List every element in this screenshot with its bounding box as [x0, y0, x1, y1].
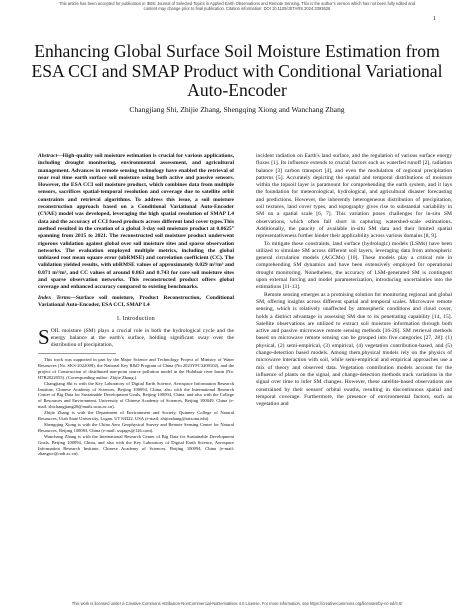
journal-header	[0, 1, 474, 11]
abstract-label: Abstract	[38, 153, 58, 159]
author-list: Changjiang Shi, Zhijie Zhang, Shengqing Xiong and Wanchang Zhang	[129, 105, 345, 114]
index-terms: Index Terms—Surface soil moisture, Product Reconstruction, Conditional Variational Auto-Encoder, ESA CCI, SMAP L4	[38, 294, 234, 308]
footnote-author-zhang-wanchang: Wanchang Zhang is with the International Research Center of Big Data for Sustainable Development Goals, Beijing 100094, China, and also with the Key Laboratory of Digital Earth Science, Aerospace Information Research Institute, Chinese Academy of Sciences, Beijing 100094, China (e-mail: zhangwc@radi.ac.cn).	[38, 434, 234, 457]
abstract: Abstract—High-quality soil moisture estimation is crucial for various applications, including drought monitoring, environmental assessment, and agricultural management. Advances in remote sensing technology have enabled the retrieval of near real time earth surface soil moisture using both active and passive sensors. However, the ESA CCI soil moisture product, which combines data from multiple sensors, sacrifices spatial-temporal resolution and coverage due to satellite orbit constraints and retrieval algorithms. To address this issue, a soil moisture reconstruction approach based on a Conditional Variational Auto-Encoder (CVAE) model was developed, leveraging the high spatial resolution of SMAP L4 data and the accuracy of CCI fused products across different land cover types.This method resulted in the creation of a global 3-day soil moisture product at 0.0625° spanning from 2015 to 2021. The reconstructed soil moisture product underwent rigorous validation against global over soil moisture sites and sparse observation networks. The evaluation employed multiple metrics, including the global unbiased root mean square error (ubRMSE) and correlation coefficient (CC). The validation yielded results, with ubRMSE values of approximately 0.029 m³/m³ and 0.071 m³/m³, and CC values of around 0.863 and 0.743 for core soil moisture sites and sparse observation networks. This reconstructed product offers global coverage and enhanced accuracy compared to existing benchmarks.	[38, 153, 234, 291]
intro-first-word: OIL	[50, 327, 60, 334]
footnote-author-shi: Changjiang Shi is with the Key Laboratory of Digital Earth Science, Aerospace Information Research Institute, Chinese Academy of Sciences, Beijing 100094, China, also with the International Research Center of Big Data for Sustainable Development Goals, Beijing 100094, China, and also with the College of Resources and Environment, University of Chinese Academy of Sciences, Beijing 100049, China (e-mail: shichangjiang20@mails.ucas.ac.cn).	[38, 380, 234, 409]
intro-text: moisture (SM) plays a crucial role in both the hydrological cycle and the energy balance at the earth's surface, holding significant sway over the distribution of precipitation,	[50, 327, 234, 349]
footnotes	[38, 357, 234, 457]
page-number: 1	[433, 16, 436, 22]
paper-title: Enhancing Global Surface Soil Moisture Estimation from ESA CCI and SMAP Product with Conditional Variational Auto-Encoder	[31, 41, 443, 101]
header-line-2: content may change prior to final publication. Citation information: DOI 10.1109/JSTARS.2024.3393626	[143, 6, 331, 12]
body-paragraph-3: Remote sensing emerges as a promising solution for monitoring regional and global SM, offering insights across different spatial and temporal scales. Microwave remote sensing, which is relatively unaffected by atmospheric conditions and cloud cover, holds a distinct advantage in assessing SM due to its penetrating capability [14, 15]. Satellite observations are utilized to extract soil moisture information through both active and passive microwave remote sensing methods [16-26]. SM retrieval methods based on microwave remote sensing can be grouped into five categories [27, 28]: (1) physical, (2) semi-empirical, (3) empirical, (4) vegetation contribution-based, and (5) change-detection based models. Among them,physical models rely on the physics of microwave interaction with soil, while semi-empirical and empirical approaches use a mix of theory and observed data. Vegetation contribution models account for the influence of plants on the signal, and change-detection methods track variations in the signal over time to infer SM changes. However, these satellite-based observations are constrained by their sensors' orbital swaths, resulting in discontinuous spatial and temporal coverage. Furthermore, the presence of environmental factors, such as vegetation and	[256, 291, 452, 408]
footnote-author-zhang-zhijie: Zhijie Zhang is with the Department of Environment and Society, Quinney College of Natural Resources, Utah State University, Logan, UT 84322, USA (e-mail: zhijiezhang@arizona.edu).	[38, 410, 234, 421]
body-paragraph-1: incident radiation on Earth's land surface, and the regulation of various surface energy fluxes [1]. Its influence extends to crucial factors such as waterfed runoff [2], radiation balance [3] carbon transport [4], and even the modulation of regional precipitation patterns [5]. Accurately depicting the spatial and temporal distributions of moisture within the topsoil layer is paramount for comprehending the earth system, and it lays the foundation for meteorological, hydrological, and agricultural disaster forecasting and predictions. However, the inherently heterogeneous distribution of precipitation, soil textures, land cover types, and topography gives rise to substantial variability in SM on a spatial scale [6, 7]. This variation poses challenges for in-situ SM observations, which often fall short in capturing watershed-scale estimations. Additionally, the paucity of available in-situ SM data and their limited spatial representativeness further hinder their applicability across various domains [8, 9].	[256, 153, 452, 240]
license-footer: This work is licensed under a Creative Commons Attribution-NonCommercial-NoDerivatives 4.0 License. For more information, see https://creativecommons.org/licenses/by-nc-nd/4.0/	[71, 601, 403, 606]
abstract-text: High-quality soil moisture estimation is crucial for various applications, including drought monitoring, environmental assessment, and agricultural management. Advances in remote sensing technology have enabled the retrieval of near real time earth surface soil moisture using both active and passive sensors. However, the ESA CCI soil moisture product, which combines data from multiple sensors, sacrifices spatial-temporal resolution and coverage due to satellite orbit constraints and retrieval algorithms. To address this issue, a soil moisture reconstruction approach based on a Conditional Variational Auto-Encoder (CVAE) model was developed, leveraging the high spatial resolution of SMAP L4 data and the accuracy of CCI fused products across different land cover types.This method resulted in the creation of a global 3-day soil moisture product at 0.0625° spanning from 2015 to 2021. The reconstructed soil moisture product underwent rigorous validation against global over soil moisture sites and sparse observation networks. The evaluation employed multiple metrics, including the global unbiased root mean square error (ubRMSE) and correlation coefficient (CC). The validation yielded results, with ubRMSE values of approximately 0.029 m³/m³ and 0.071 m³/m³, and CC values of around 0.863 and 0.743 for core soil moisture sites and sparse observation networks. This reconstructed product offers global coverage and enhanced accuracy compared to existing benchmarks.	[38, 153, 234, 291]
index-terms-text: Surface soil moisture, Product Reconstruction, Conditional Variational Auto-Encoder, ESA CCI, SMAP L4	[38, 294, 234, 308]
header-line-1: This article has been accepted for publication in IEEE Journal of Selected Topics in Applied Earth Observations and Remote Sensing. This is the author's version which has not been fully edited and	[58, 1, 416, 6]
left-column	[38, 153, 234, 458]
body-paragraph-2: To mitigate these constraints, land surface (hydrologic) models (LSMs) have been utilized to simulate SM across different soil layers, leveraging data from atmospheric general circulation models (AGCMs) [10]. These models play a critical role in comprehending SM dynamics and have been extensively employed for operational drought monitoring. Nonetheless, the accuracy of LSM-generated SM is contingent upon external forcing and model parameterization, introducing uncertainties into the estimations [11-13].	[256, 240, 452, 291]
index-terms-label: Index Terms	[38, 294, 71, 301]
section-heading-introduction: I. Introduction	[117, 316, 155, 323]
intro-paragraph	[38, 324, 234, 350]
footnote-author-xiong: Shengqing Xiong is with the China Aero Geophysical Survey and Remote Sensing Center for Natural Resources, Beijing 100083, China (e-mail: xsqagrs@126.com).	[38, 422, 234, 433]
drop-cap: S	[38, 324, 50, 349]
footnote-divider	[38, 353, 116, 354]
footnote-funding: This work was supported in part by the Major Science and Technology Project of Ministry of Water Resources (No. SKS-2022008), the National Key R&D Program of China (No.2023YFC3209102), and the project of Construction of distributed non-point source pollution model in the Huluhuir river basin (No. H7B2022055). (Corresponding author: Zhijie Zhang.)	[38, 357, 234, 380]
right-column	[256, 153, 452, 408]
